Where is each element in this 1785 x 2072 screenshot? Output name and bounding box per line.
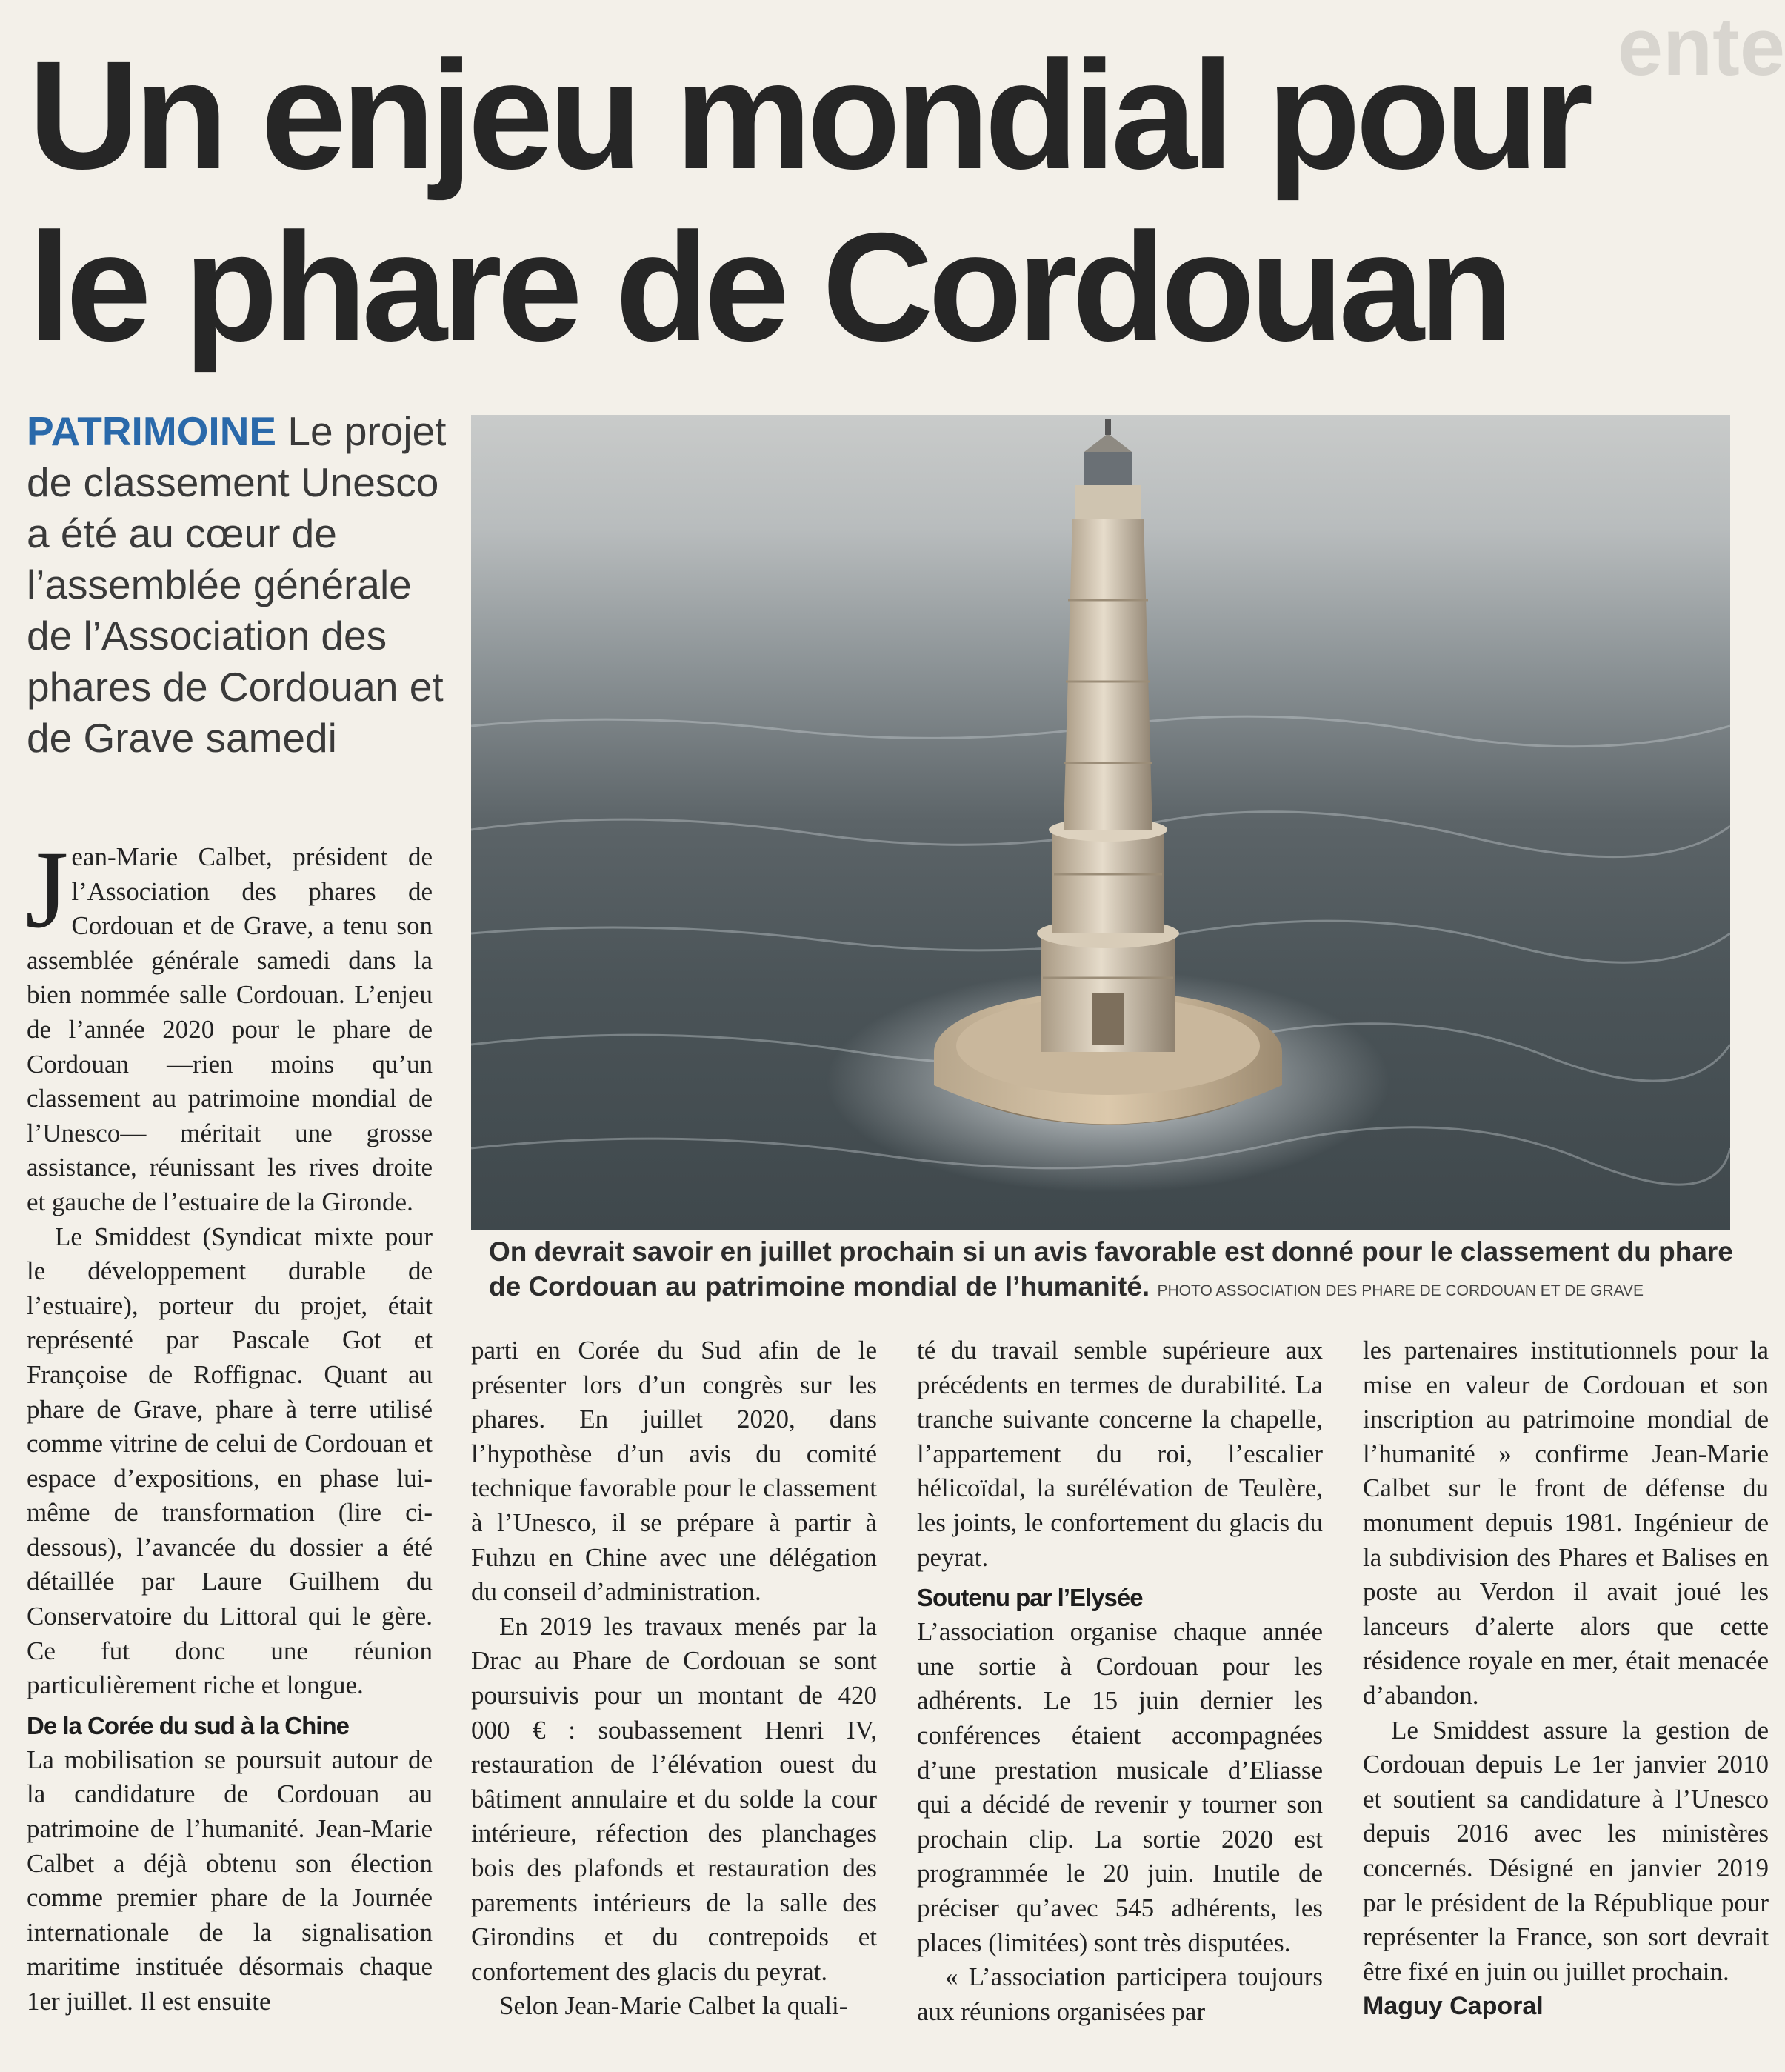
article-paragraph: les partenaires institutionnels pour la mise en valeur de Cordouan et son inscription au patrimoine mondial de l’humanité » confirme Jean-Marie Calbet sur le front de défense du monument depuis 1981. Ingénieur de la subdivision des Phares et Balises en poste au Verdon il avait joué les lanceurs d’alerte alors que cette résidence royale en mer, était menacée d’abandon. (1363, 1336, 1769, 1710)
article-paragraph: té du travail semble supérieure aux précédents en termes de durabilité. La tranche suivante concerne la chapelle, l’appartement du roi, l’escalier hélicoïdal, la surélévation de Teulère, les joints, le confortement du glacis du peyrat. (917, 1336, 1323, 1572)
adjacent-article-fragment: ente (1617, 1, 1785, 89)
article-paragraph: « L’association participera toujours aux réunions organisées par (917, 1962, 1323, 2026)
article-paragraph (25, 828, 433, 1220)
subhead-elysee: Soutenu par l’Elysée (917, 1584, 1143, 1612)
chapeau (27, 406, 464, 764)
article-paragraph: parti en Corée du Sud afin de le présenter lors d’un congrès sur les phares. En juillet 2020, dans l’hypothèse d’un avis du comité technique favorable pour le classement à l’Unesco, il se prépare à partir à Fuhzu en Chine avec une délégation du conseil d’administration. (471, 1336, 877, 1607)
article-column-2 (471, 1333, 877, 2024)
paragraph-text: ean-Marie Calbet, président de l’Association des phares de Cordouan et de Grave, a tenu son assemblée générale samedi dans la bien nommée salle Cordouan. L’enjeu de l’année 2020 pour le phare de Cordouan —rien moins qu’un classement au patrimoine mondial de l’Unesco— méritait une grosse assistance, réunissant les rives droite et gauche de l’estuaire de la Gironde. (27, 842, 433, 1216)
headline-line-2: le phare de Cordouan (28, 201, 1509, 373)
article-paragraph: Le Smiddest assure la gestion de Cordouan depuis Le 1er janvier 2010 et soutient sa candidature à l’Unesco depuis 2016 avec les ministères concernés. Désigné en janvier 2019 par le président de la République pour représenter la France, son sort devrait être fixé en juin ou juillet prochain. (1363, 1715, 1769, 1986)
chapeau-text: Le projet de classement Unesco a été au cœur de l’assemblée générale de l’Association des phares de Cordouan et de Grave samedi (27, 408, 447, 761)
photo-caption (489, 1234, 1741, 1308)
article-paragraph: Selon Jean-Marie Calbet la quali- (499, 1991, 848, 2021)
headline (28, 30, 1754, 373)
article-paragraph: Le Smiddest (Syndicat mixte pour le développement durable de l’estuaire), porteur du projet, était représenté par Pascale Got et Françoise de Roffignac. Quant au phare de Grave, phare à terre utilisé comme vitrine de celui de Cordouan et espace d’expositions, en phase lui-même de transformation (lire ci-dessous), l’avancée du dossier a été détaillée par Laure Guilhem du Conservatoire du Littoral qui le gère. Ce fut donc une réunion particulièrement riche et longue. (27, 1222, 433, 1700)
article-column-1 (25, 828, 433, 2019)
subhead-corea-china: De la Corée du sud à la Chine (27, 1711, 349, 1739)
author-signature: Maguy Caporal (1363, 1992, 1544, 2021)
article-column-3 (917, 1333, 1323, 2029)
lighthouse-illustration (471, 415, 1730, 1230)
article-column-4 (1363, 1333, 1769, 2024)
article-paragraph: En 2019 les travaux menés par la Drac au Phare de Cordouan se sont poursuivis pour un montant de 420 000 € : soubassement Henri IV, restauration de l’élévation ouest du bâtiment annulaire et du solde la cour intérieure, réfection des planchages bois des plafonds et restauration des parements intérieurs de la salle des Girondins et du contrepoids et confortement des glacis du peyrat. (471, 1611, 877, 1986)
caption-text: On devrait savoir en juillet prochain si un avis favorable est donné pour le classement du phare de Cordouan au patrimoine mondial de l’humanité. (489, 1236, 1733, 1302)
headline-line-1: Un enjeu mondial pour (28, 30, 1589, 201)
section-kicker: PATRIMOINE (27, 408, 277, 454)
article-paragraph: L’association organise chaque année une sortie à Cordouan pour les adhérents. Le 15 juin dernier les conférences étaient accompagnées d’une prestation musicale d’Eliasse qui a décidé de revenir y tourner son prochain clip. La sortie 2020 est programmée le 20 juin. Inutile de préciser qu’avec 545 adhérents, les places (limitées) sont très disputées. (917, 1617, 1323, 1957)
lighthouse-photo (471, 415, 1730, 1230)
drop-cap: J (25, 828, 69, 951)
article-paragraph: La mobilisation se poursuit autour de la candidature de Cordouan au patrimoine de l’humanité. Jean-Marie Calbet a déjà obtenu son élection comme premier phare de la Journée internationale de la signalisation maritime instituée désormais chaque 1er juillet. Il est ensuite (27, 1745, 433, 2016)
photo-credit: PHOTO ASSOCIATION DES PHARE DE CORDOUAN ET DE GRAVE (1157, 1282, 1644, 1299)
